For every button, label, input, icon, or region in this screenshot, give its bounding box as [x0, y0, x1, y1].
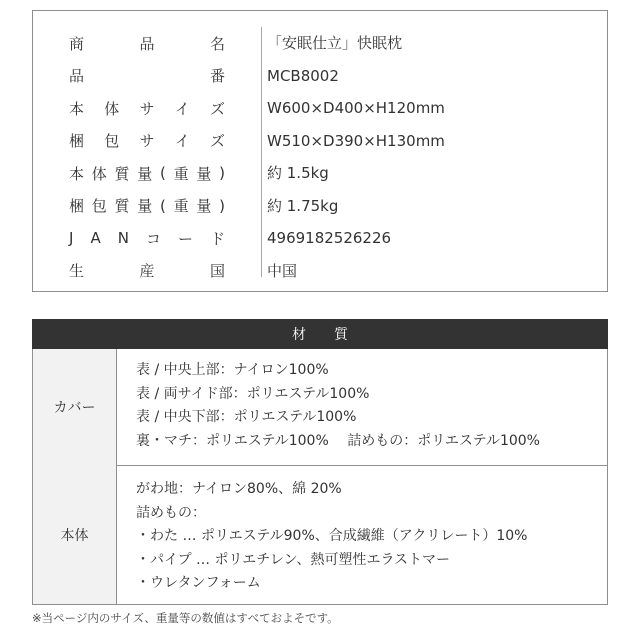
materials-line: 裏・マチ：ポリエステル100% 詰めもの：ポリエステル100% — [136, 432, 540, 449]
spec-label: 本 体 サ イ ズ — [69, 99, 225, 118]
spec-value: 「安眠仕立」快眠枕 — [267, 34, 403, 52]
spec-label: 商 品 名 — [69, 34, 225, 53]
materials-header: 材 質 — [32, 319, 608, 349]
materials-line: 表 / 中央上部：ナイロン100% — [136, 362, 329, 378]
spec-value: 約 1.75kg — [267, 196, 339, 215]
materials-line: ・わた … ポリエステル90%、合成繊維（アクリレート）10% — [136, 528, 528, 544]
spec-label: 本 体 質 量 ( 重 量 ) — [69, 164, 225, 183]
materials-line: ・パイプ … ポリエチレン、熱可塑性エラストマー — [136, 551, 451, 568]
spec-label: 生 産 国 — [69, 262, 225, 280]
materials-row-body — [33, 465, 607, 604]
spec-row — [33, 92, 607, 124]
spec-label: 梱 包 サ イ ズ — [69, 132, 225, 150]
materials-line: ・ウレタンフォーム — [136, 575, 261, 591]
spec-row — [33, 222, 607, 254]
spec-row — [33, 27, 607, 59]
materials-label: 本体 — [33, 465, 117, 604]
materials-lines — [136, 478, 527, 596]
spec-value: 中国 — [267, 261, 298, 280]
spec-row — [33, 255, 607, 287]
spec-value: W600×D400×H120mm — [267, 99, 445, 117]
spec-row — [33, 125, 607, 157]
materials-label: カバー — [33, 349, 117, 465]
materials-row-cover — [33, 349, 607, 466]
spec-label: 品 番 — [69, 67, 225, 85]
materials-lines — [136, 359, 540, 453]
spec-row — [33, 60, 607, 92]
spec-label: J A N コ ー ド — [69, 229, 225, 248]
materials-line: がわ地：ナイロン80%、綿 20% — [136, 481, 342, 497]
spec-value: 4969182526226 — [267, 229, 392, 247]
spec-label: 梱 包 質 量 ( 重 量 ) — [69, 196, 225, 215]
materials-line: 詰めもの： — [136, 504, 206, 521]
spec-row — [33, 190, 607, 222]
spec-value: MCB8002 — [267, 66, 339, 85]
materials-line: 表 / 中央下部：ポリエステル100% — [136, 409, 357, 425]
footnote: ※当ページ内のサイズ、重量等の数値はすべておよそです。 — [32, 611, 339, 625]
spec-row — [33, 157, 607, 189]
spec-value: 約 1.5kg — [267, 164, 329, 182]
spec-table — [32, 10, 608, 292]
spec-value: W510×D390×H130mm — [267, 131, 445, 150]
materials-line: 表 / 両サイド部：ポリエステル100% — [136, 385, 370, 402]
materials-table — [32, 349, 608, 605]
